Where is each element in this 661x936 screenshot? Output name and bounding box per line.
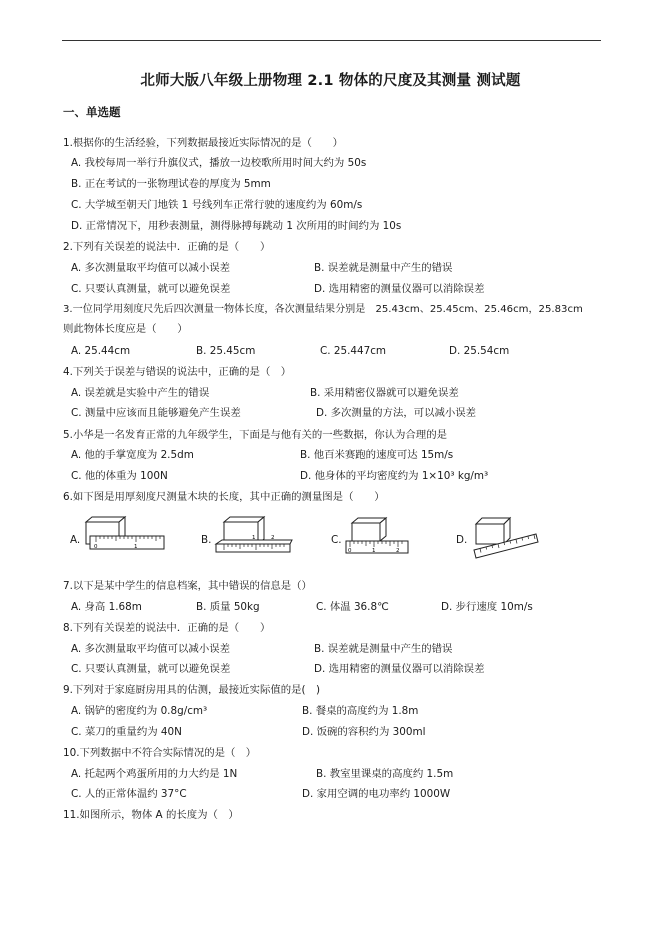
question-9-option-a: A. 锅铲的密度约为 0.8g/cm³ bbox=[71, 705, 208, 717]
ruler-figure-d bbox=[470, 512, 542, 560]
ruler-b-digit-2: 2 bbox=[271, 535, 275, 541]
question-6-stem: 6.如下图是用厚刻度尺测量木块的长度，其中正确的测量图是（ ） bbox=[63, 491, 385, 503]
question-9-option-b: B. 餐桌的高度约为 1.8m bbox=[302, 705, 419, 717]
question-10-option-a: A. 托起两个鸡蛋所用的力大约是 1N bbox=[71, 768, 238, 780]
question-3-stem: 3.一位同学用刻度尺先后四次测量一物体长度，各次测量结果分别是 25.43cm、25.45cm、25.46cm，25.83cm bbox=[63, 304, 583, 315]
figure-d-label: D. bbox=[456, 534, 468, 546]
question-4-stem: 4.下列关于误差与错误的说法中，正确的是（ ） bbox=[63, 366, 292, 378]
question-1-option-a: A. 我校每周一举行升旗仪式，播放一边校歌所用时间大约为 50s bbox=[71, 157, 367, 169]
question-3-option-c: C. 25.447cm bbox=[320, 345, 387, 357]
question-10-option-b: B. 教室里课桌的高度约 1.5m bbox=[316, 768, 454, 780]
question-7-option-a: A. 身高 1.68m bbox=[71, 601, 142, 613]
question-5-option-b: B. 他百米赛跑的速度可达 15m/s bbox=[300, 449, 454, 461]
ruler-c-digit-0: 0 bbox=[348, 548, 352, 554]
question-4-option-d: D. 多次测量的方法，可以减小误差 bbox=[316, 407, 477, 419]
question-1-option-b: B. 正在考试的一张物理试卷的厚度为 5mm bbox=[71, 178, 271, 190]
ruler-b-digit-1: 1 bbox=[252, 535, 256, 541]
question-2-option-a: A. 多次测量取平均值可以减小误差 bbox=[71, 262, 230, 274]
question-4-option-a: A. 误差就是实验中产生的错误 bbox=[71, 387, 210, 399]
question-10-option-c: C. 人的正常体温约 37°C bbox=[71, 788, 187, 800]
question-2-option-c: C. 只要认真测量，就可以避免误差 bbox=[71, 283, 231, 295]
question-7-option-c: C. 体温 36.8℃ bbox=[316, 601, 389, 613]
question-2-option-d: D. 选用精密的测量仪器可以消除误差 bbox=[314, 283, 485, 295]
question-5-option-c: C. 他的体重为 100N bbox=[71, 470, 168, 482]
question-3-option-d: D. 25.54cm bbox=[449, 345, 510, 357]
question-5-option-a: A. 他的手掌宽度为 2.5dm bbox=[71, 449, 194, 461]
question-9-option-c: C. 菜刀的重量约为 40N bbox=[71, 726, 182, 738]
section-heading: 一、单选题 bbox=[63, 105, 121, 119]
ruler-a-digit-0: 0 bbox=[94, 544, 98, 550]
question-8-option-a: A. 多次测量取平均值可以减小误差 bbox=[71, 643, 230, 655]
question-4-option-b: B. 采用精密仪器就可以避免误差 bbox=[310, 387, 459, 399]
ruler-c-digit-2: 2 bbox=[396, 548, 400, 554]
ruler-a-digit-1: 1 bbox=[134, 544, 138, 550]
ruler-c-digit-1: 1 bbox=[372, 548, 376, 554]
question-11-stem: 11.如图所示，物体 A 的长度为（ ） bbox=[63, 809, 239, 821]
question-10-option-d: D. 家用空调的电功率约 1000W bbox=[302, 788, 451, 800]
question-1-option-c: C. 大学城至朝天门地铁 1 号线列车正常行驶的速度约为 60m/s bbox=[71, 199, 363, 211]
ruler-figure-a bbox=[84, 516, 166, 556]
question-1-option-d: D. 正常情况下，用秒表测量，测得脉搏每跳动 1 次所用的时间约为 10s bbox=[71, 220, 402, 232]
question-5-stem: 5.小华是一名发育正常的九年级学生，下面是与他有关的一些数据，你认为合理的是 bbox=[63, 429, 447, 441]
question-8-option-b: B. 误差就是测量中产生的错误 bbox=[314, 643, 453, 655]
question-8-option-c: C. 只要认真测量，就可以避免误差 bbox=[71, 663, 231, 675]
question-2-stem: 2.下列有关误差的说法中．正确的是（ ） bbox=[63, 241, 271, 253]
header-rule bbox=[62, 40, 601, 41]
question-9-option-d: D. 饭碗的容积约为 300ml bbox=[302, 726, 426, 738]
question-8-option-d: D. 选用精密的测量仪器可以消除误差 bbox=[314, 663, 485, 675]
question-3-option-a: A. 25.44cm bbox=[71, 345, 131, 357]
question-3-stem-continued: 则此物体长度应是（ ） bbox=[63, 323, 188, 335]
question-9-stem: 9.下列对于家庭厨房用具的估测，最接近实际值的是( ) bbox=[63, 684, 321, 696]
question-5-option-d: D. 他身体的平均密度约为 1×10³ kg/m³ bbox=[300, 470, 489, 482]
question-7-option-d: D. 步行速度 10m/s bbox=[441, 601, 533, 613]
question-8-stem: 8.下列有关误差的说法中．正确的是（ ） bbox=[63, 622, 271, 634]
figure-c-label: C. bbox=[331, 534, 342, 546]
question-7-stem: 7.以下是某中学生的信息档案，其中错误的信息是（） bbox=[63, 580, 312, 592]
question-7-option-b: B. 质量 50kg bbox=[196, 601, 260, 613]
figure-a-label: A. bbox=[70, 534, 81, 546]
figure-b-label: B. bbox=[201, 534, 212, 546]
ruler-figure-c bbox=[342, 515, 414, 557]
question-1-stem: 1.根据你的生活经验，下列数据最接近实际情况的是（ ） bbox=[63, 137, 344, 149]
question-4-option-c: C. 测量中应该而且能够避免产生误差 bbox=[71, 407, 241, 419]
ruler-figure-b bbox=[212, 514, 294, 554]
question-3-option-b: B. 25.45cm bbox=[196, 345, 256, 357]
question-10-stem: 10.下列数据中不符合实际情况的是（ ） bbox=[63, 747, 257, 759]
page-title: 北师大版八年级上册物理 2.1 物体的尺度及其测量 测试题 bbox=[140, 73, 521, 89]
question-2-option-b: B. 误差就是测量中产生的错误 bbox=[314, 262, 453, 274]
